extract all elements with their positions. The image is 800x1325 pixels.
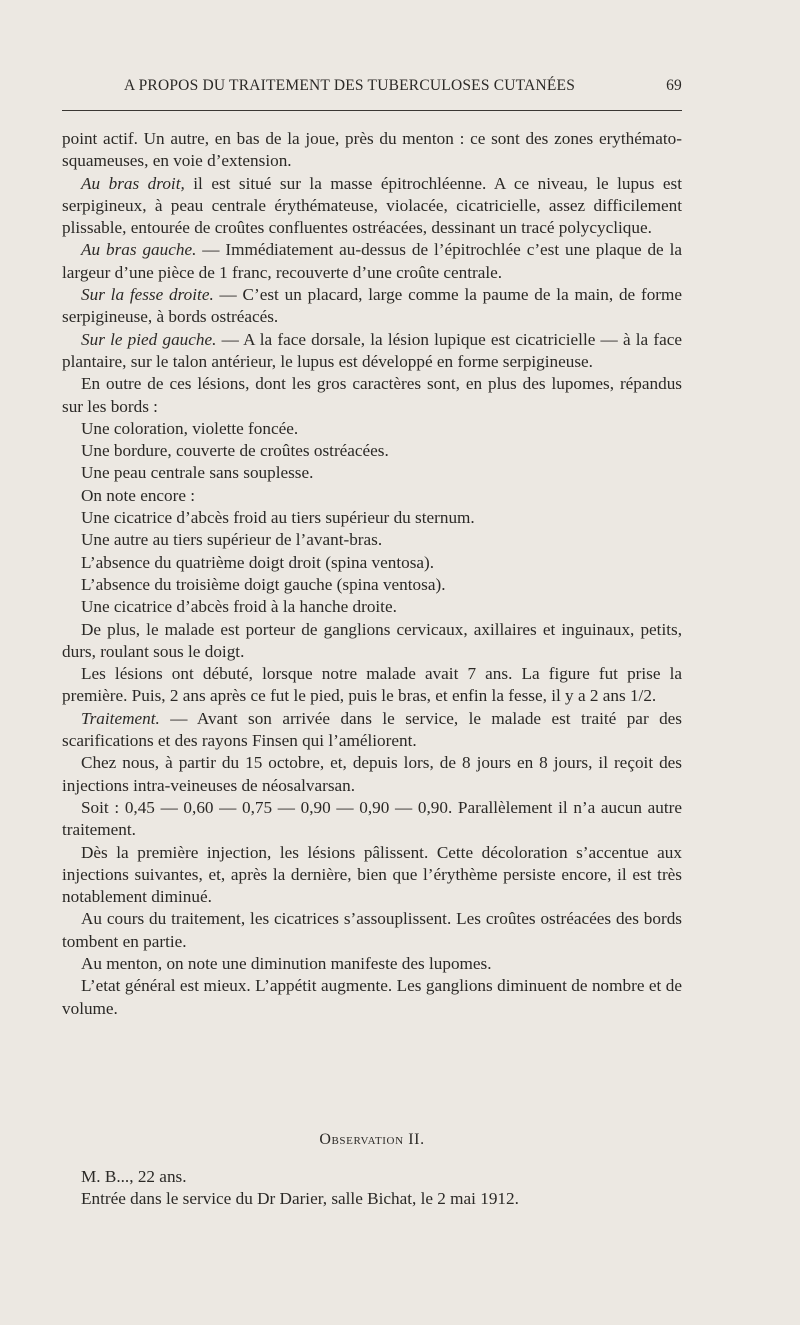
body-text xyxy=(62,128,682,1020)
paragraph: Une autre au tiers supérieur de l’avant-bras. xyxy=(81,530,383,550)
running-header xyxy=(62,77,682,99)
paragraph: point actif. Un autre, en bas de la joue, près du menton : ce sont des zones erythémato-squameuses, en voie d’extension. xyxy=(62,129,682,171)
paragraph: De plus, le malade est porteur de ganglions cervicaux, axillaires et inguinaux, petits, durs, roulant sous le doigt. xyxy=(62,619,682,661)
running-title: A PROPOS DU TRAITEMENT DES TUBERCULOSES CUTANÉES xyxy=(124,77,576,94)
paragraph-lead: Au bras droit, xyxy=(81,173,185,193)
paragraph: Traitement. — Avant son arrivée dans le service, le malade est traité par des scarifications et des rayons Finsen qui l’améliorent. xyxy=(62,708,682,751)
paragraph: Dès la première injection, les lésions pâlissent. Cette décoloration s’accentue aux injections suivantes, et, après la dernière, bien que l’érythème persiste encore, il est très notablement diminué. xyxy=(62,842,682,907)
paragraph: Une cicatrice d’abcès froid à la hanche droite. xyxy=(81,597,397,617)
paragraph: Les lésions ont débuté, lorsque notre malade avait 7 ans. La figure fut prise la première. Puis, 2 ans après ce fut le pied, puis le bras, et enfin la fesse, il y a 2 ans 1/2. xyxy=(62,664,682,706)
paragraph: Une cicatrice d’abcès froid au tiers supérieur du sternum. xyxy=(81,508,475,528)
paragraph-lead: Au bras gauche. xyxy=(81,240,197,260)
paragraph: Au bras gauche. — Immédiatement au-dessus de l’épitrochlée c’est une plaque de la largeur d’une pièce de 1 franc, recouverte d’une croûte centrale. xyxy=(62,240,682,282)
header-rule xyxy=(62,110,682,111)
paragraph-lead: Sur la fesse droite. xyxy=(81,285,214,305)
observation-line: Entrée dans le service du Dr Darier, salle Bichat, le 2 mai 1912. xyxy=(81,1189,519,1209)
paragraph: Soit : 0,45 — 0,60 — 0,75 — 0,90 — 0,90 — 0,90. Parallèlement il n’a aucun autre traitement. xyxy=(62,797,682,840)
page-number: 69 xyxy=(666,77,682,94)
observation-line: M. B..., 22 ans. xyxy=(81,1167,187,1186)
paragraph: Une coloration, violette foncée. xyxy=(81,418,299,438)
paragraph: Une bordure, couverte de croûtes ostréacées. xyxy=(81,441,389,461)
paragraph: L’absence du troisième doigt gauche (spina ventosa). xyxy=(81,574,446,594)
paragraph: Sur la fesse droite. — C’est un placard, large comme la paume de la main, de forme serpigineuse, à bords ostréacés. xyxy=(62,285,683,327)
paragraph: Chez nous, à partir du 15 octobre, et, depuis lors, de 8 jours en 8 jours, il reçoit des injections intra-veineuses de néosalvarsan. xyxy=(62,753,682,795)
paragraph-lead: Traitement. xyxy=(81,708,160,728)
paragraph: Au cours du traitement, les cicatrices s’assouplissent. Les croûtes ostréacées des bords tombent en partie. xyxy=(62,909,682,951)
paragraph: Sur le pied gauche. — A la face dorsale, la lésion lupique est cicatricielle — à la face plantaire, sur le talon antérieur, le lupus est développé en forme serpigineuse. xyxy=(62,329,682,371)
paragraph: L’absence du quatrième doigt droit (spina ventosa). xyxy=(81,552,435,572)
observation-text xyxy=(62,1166,682,1211)
paragraph: Au menton, on note une diminution manifeste des lupomes. xyxy=(81,953,492,973)
paragraph: En outre de ces lésions, dont les gros caractères sont, en plus des lupomes, répandus sur les bords : xyxy=(62,374,682,416)
paragraph-lead: Sur le pied gauche. xyxy=(81,329,217,349)
paragraph: On note encore : xyxy=(81,485,196,505)
paragraph: L’etat général est mieux. L’appétit augmente. Les ganglions diminuent de nombre et de volume. xyxy=(62,976,682,1018)
observation-heading: Observation II. xyxy=(319,1131,425,1148)
paragraph: Au bras droit, il est situé sur la masse épitrochléenne. A ce niveau, le lupus est serpigineux, à peau centrale érythémateuse, violacée, cicatricielle, assez difficilement plissable, entourée de croûtes confluentes ostréacées, dessinant un tracé polycyclique. xyxy=(62,173,682,238)
paragraph: Une peau centrale sans souplesse. xyxy=(81,463,314,483)
